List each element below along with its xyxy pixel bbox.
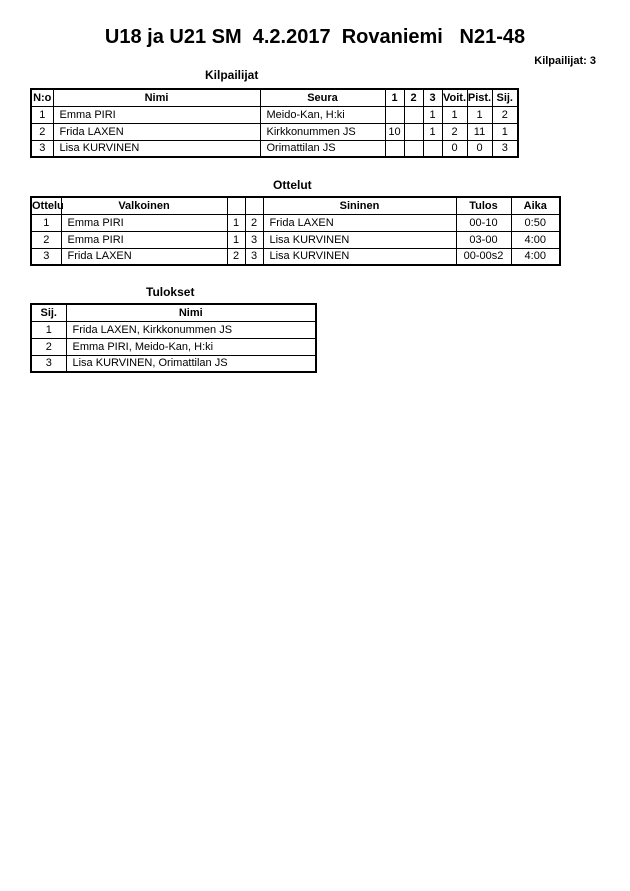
cell-no: 1 [31, 106, 53, 123]
header-cell-nimi: Nimi [66, 304, 316, 321]
ottelut-heading: Ottelut [273, 178, 312, 192]
kilpailijat-table [30, 88, 519, 158]
ottelut-table [30, 196, 561, 266]
cell-ottelu: 2 [31, 231, 61, 248]
cell-valkoinen: Emma PIRI [61, 214, 227, 231]
cell-aika: 4:00 [511, 248, 560, 265]
cell-2 [404, 140, 423, 157]
cell-seura: Orimattilan JS [260, 140, 385, 157]
header-cell-nimi: Nimi [53, 89, 260, 106]
cell-3: 1 [423, 106, 442, 123]
cell-valkoinen: Emma PIRI [61, 231, 227, 248]
cell-pist: 1 [467, 106, 492, 123]
ottelut-header-row [31, 197, 560, 214]
tulokset-table [30, 303, 317, 373]
cell-2 [404, 123, 423, 140]
cell-n2: 3 [245, 231, 263, 248]
cell-3: 1 [423, 123, 442, 140]
table-row [31, 214, 560, 231]
kilpailijat-header-row [31, 89, 518, 106]
cell-no: 2 [31, 123, 53, 140]
cell-ottelu: 3 [31, 248, 61, 265]
header-cell-sij: Sij. [492, 89, 518, 106]
header-cell-no: N:o [31, 89, 53, 106]
cell-voit: 1 [442, 106, 467, 123]
cell-sij: 2 [31, 338, 66, 355]
cell-sij: 1 [492, 123, 518, 140]
header-cell-valkoinen: Valkoinen [61, 197, 227, 214]
header-cell-pist: Pist. [467, 89, 492, 106]
header-cell-sininen: Sininen [263, 197, 456, 214]
header-cell-ottelu: Ottelu [31, 197, 61, 214]
cell-valkoinen: Frida LAXEN [61, 248, 227, 265]
cell-no: 3 [31, 140, 53, 157]
header-cell-3: 3 [423, 89, 442, 106]
cell-sininen: Lisa KURVINEN [263, 248, 456, 265]
header-cell-n1 [227, 197, 245, 214]
table-row [31, 248, 560, 265]
cell-pist: 0 [467, 140, 492, 157]
cell-aika: 4:00 [511, 231, 560, 248]
cell-nimi: Emma PIRI, Meido-Kan, H:ki [66, 338, 316, 355]
header-cell-voit: Voit. [442, 89, 467, 106]
cell-n2: 2 [245, 214, 263, 231]
cell-pist: 11 [467, 123, 492, 140]
cell-nimi: Frida LAXEN, Kirkkonummen JS [66, 321, 316, 338]
cell-seura: Kirkkonummen JS [260, 123, 385, 140]
table-row [31, 140, 518, 157]
cell-nimi: Lisa KURVINEN, Orimattilan JS [66, 355, 316, 372]
cell-ottelu: 1 [31, 214, 61, 231]
cell-nimi: Lisa KURVINEN [53, 140, 260, 157]
cell-sininen: Lisa KURVINEN [263, 231, 456, 248]
header-cell-seura: Seura [260, 89, 385, 106]
table-row [31, 123, 518, 140]
cell-sij: 2 [492, 106, 518, 123]
cell-n1: 1 [227, 214, 245, 231]
header-cell-aika: Aika [511, 197, 560, 214]
competitor-count-label: Kilpailijat: 3 [534, 55, 596, 67]
tulokset-heading: Tulokset [146, 285, 195, 299]
cell-1 [385, 140, 404, 157]
cell-nimi: Emma PIRI [53, 106, 260, 123]
table-row [31, 355, 316, 372]
cell-nimi: Frida LAXEN [53, 123, 260, 140]
header-cell-2: 2 [404, 89, 423, 106]
table-row [31, 231, 560, 248]
cell-3 [423, 140, 442, 157]
cell-tulos: 00-10 [456, 214, 511, 231]
table-row [31, 338, 316, 355]
cell-aika: 0:50 [511, 214, 560, 231]
page-title: U18 ja U21 SM 4.2.2017 Rovaniemi N21-48 [104, 26, 526, 48]
cell-voit: 2 [442, 123, 467, 140]
cell-tulos: 03-00 [456, 231, 511, 248]
cell-1: 10 [385, 123, 404, 140]
header-cell-tulos: Tulos [456, 197, 511, 214]
header-cell-sij: Sij. [31, 304, 66, 321]
cell-tulos: 00-00s2 [456, 248, 511, 265]
cell-sininen: Frida LAXEN [263, 214, 456, 231]
header-cell-1: 1 [385, 89, 404, 106]
cell-n2: 3 [245, 248, 263, 265]
cell-seura: Meido-Kan, H:ki [260, 106, 385, 123]
cell-sij: 3 [31, 355, 66, 372]
table-row [31, 321, 316, 338]
table-row [31, 106, 518, 123]
cell-voit: 0 [442, 140, 467, 157]
cell-sij: 1 [31, 321, 66, 338]
header-cell-n2 [245, 197, 263, 214]
cell-n1: 1 [227, 231, 245, 248]
cell-2 [404, 106, 423, 123]
cell-1 [385, 106, 404, 123]
cell-n1: 2 [227, 248, 245, 265]
tulokset-header-row [31, 304, 316, 321]
kilpailijat-heading: Kilpailijat [205, 68, 259, 82]
cell-sij: 3 [492, 140, 518, 157]
